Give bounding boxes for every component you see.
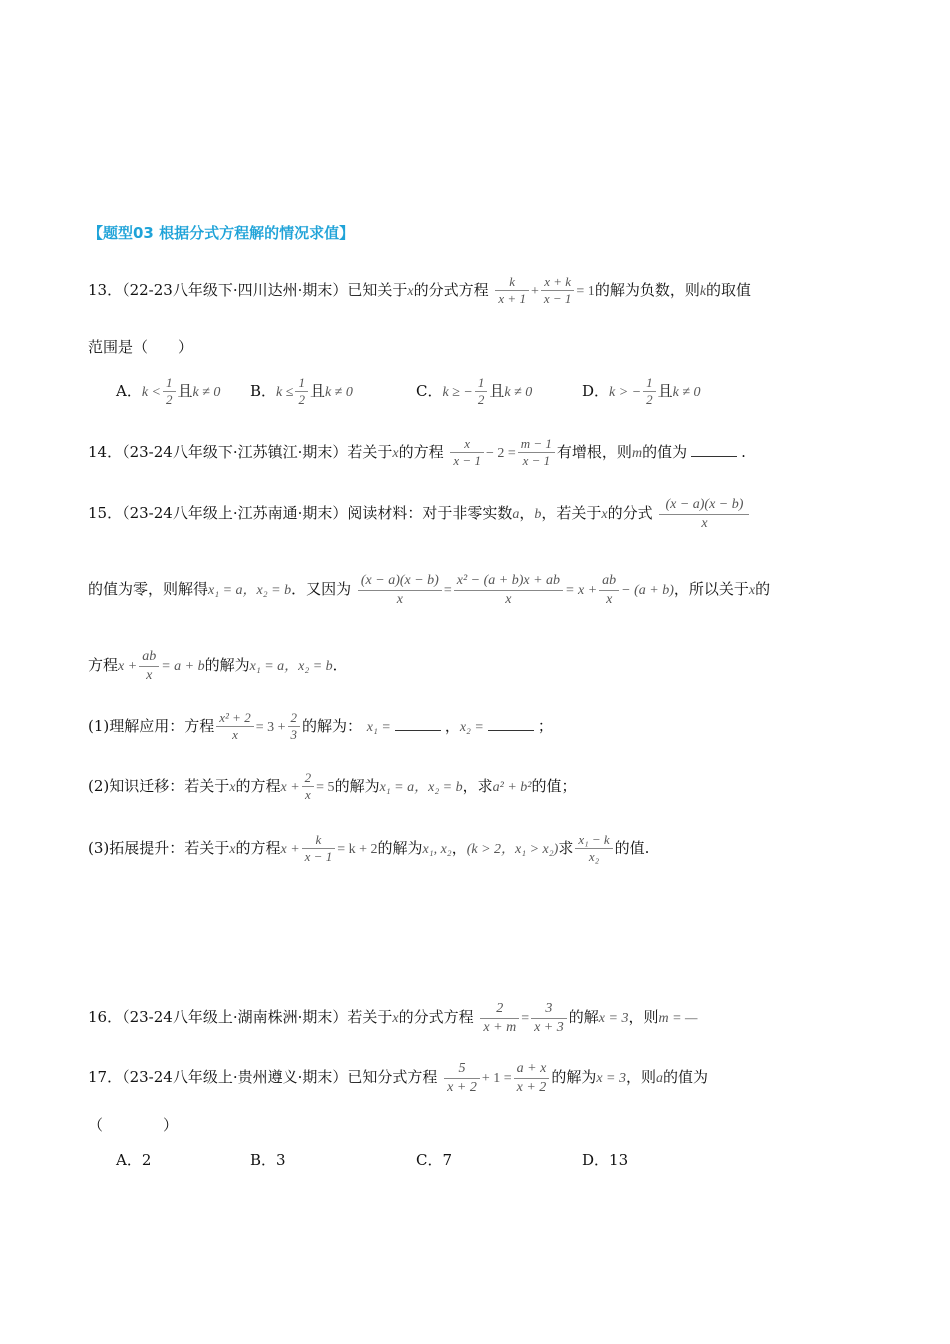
question-text: 的方程: [398, 442, 444, 461]
fraction-denominator: 2: [298, 392, 305, 408]
option-conj: 且: [177, 381, 193, 400]
math-expr: x = 3: [596, 1071, 626, 1086]
fraction: [541, 274, 575, 308]
fraction-denominator: x₂: [588, 849, 600, 865]
question-text: 方程: [88, 656, 119, 674]
fraction-numerator: a + x: [514, 1060, 550, 1079]
question-number: 14．: [88, 442, 123, 461]
option-label: D．: [582, 1151, 610, 1169]
fraction-denominator: x + 2: [516, 1079, 547, 1095]
fraction-numerator: ab: [599, 572, 619, 591]
question-text: 求: [558, 838, 574, 857]
question-text: ，则: [628, 1008, 659, 1026]
math-op: = 1: [576, 283, 595, 299]
question-source: （23-24八年级下·江苏镇江·期末）: [122, 442, 348, 461]
question-text: 若关于: [347, 442, 393, 461]
math-expr: x₁ = a，x₂ = b: [208, 583, 292, 598]
math-var: b: [534, 507, 542, 522]
math-expr: a² + b²: [492, 779, 532, 795]
question-text: ；: [537, 716, 553, 735]
option-math: k > −: [609, 384, 642, 400]
question-text: ，求: [462, 776, 493, 795]
question-15-line-2: [88, 572, 770, 608]
fraction-numerator: 1: [475, 375, 488, 392]
option-conj: 且: [489, 381, 505, 400]
question-text: 的解为: [204, 656, 250, 674]
question-15-line-3: [88, 648, 348, 684]
fraction-denominator: x − 1: [522, 453, 551, 469]
question-text: 的分式方程: [413, 280, 489, 299]
fraction-denominator: 2: [166, 392, 173, 408]
fraction-denominator: x + 3: [534, 1019, 564, 1035]
fraction-numerator: x: [450, 436, 484, 453]
fraction: [454, 572, 563, 608]
math-expr: x₁, x₂: [422, 841, 452, 857]
question-source: （23-24八年级上·江苏南通·期末）: [122, 504, 348, 522]
option-cond: k ≠ 0: [324, 384, 353, 400]
question-13-line-1: [88, 274, 751, 308]
fraction-denominator: x + 1: [498, 291, 526, 307]
question-text: 的解为: [551, 1068, 597, 1086]
fraction-denominator: 2: [477, 392, 485, 408]
fraction-denominator: x + m: [483, 1019, 517, 1035]
fraction: [599, 572, 619, 608]
question-text: 的解为负数，则: [594, 280, 700, 299]
question-text: 的分式: [607, 504, 653, 522]
question-text: 的方程: [235, 776, 281, 795]
question-text: ．: [332, 656, 348, 674]
fraction-denominator: x: [146, 667, 153, 683]
question-text: 的: [755, 580, 771, 598]
question-number: 17．: [88, 1068, 123, 1086]
fraction-denominator: x: [232, 727, 238, 743]
option-label: C．: [416, 1151, 443, 1169]
fraction-numerator: x₁ − k: [575, 832, 612, 849]
fraction-denominator: x: [305, 787, 311, 803]
math-expr: x +: [280, 841, 300, 857]
answer-blank-x1[interactable]: [395, 716, 441, 731]
fraction: [295, 375, 308, 409]
math-var: x: [601, 507, 608, 522]
fraction-numerator: (x − a)(x − b): [659, 496, 749, 515]
question-16: [88, 1000, 697, 1036]
option-cond: k ≠ 0: [192, 384, 221, 400]
math-var: x: [748, 583, 756, 598]
option-label: A．: [116, 1151, 142, 1169]
fraction: [514, 1060, 550, 1096]
math-op: + 1 =: [481, 1071, 512, 1086]
part-label: (1)理解应用：方程: [88, 716, 215, 735]
question-source: （23-24八年级上·湖南株洲·期末）: [122, 1008, 348, 1026]
question-text: ．又因为: [291, 580, 352, 598]
question-text: ，则: [626, 1068, 657, 1086]
question-text: 的解为: [334, 776, 380, 795]
question-text: 已知分式方程: [347, 1068, 438, 1086]
fraction-numerator: 1: [163, 375, 176, 392]
question-text: 若关于: [347, 1008, 393, 1026]
fraction-denominator: x + 2: [447, 1079, 477, 1095]
fraction: [575, 832, 612, 866]
option-conj: 且: [657, 381, 673, 400]
option-math: k ≥ −: [442, 384, 473, 400]
fraction-numerator: 1: [643, 375, 656, 392]
math-expr: − (a + b): [621, 583, 674, 598]
fraction-numerator: k: [302, 832, 336, 849]
fraction-denominator: x: [396, 591, 403, 607]
question-text: ，: [519, 504, 535, 522]
fraction: [659, 496, 749, 532]
question-text: 的分式方程: [398, 1008, 474, 1026]
math-op: = x +: [565, 583, 598, 598]
question-17-line-2: （ ）: [88, 1116, 179, 1134]
fraction: [444, 1060, 480, 1096]
question-text: 已知关于: [347, 280, 408, 299]
math-expr: = a + b: [161, 659, 205, 674]
option-math: k ≤: [276, 384, 294, 400]
question-13-line-2: 范围是（ ）: [88, 338, 194, 356]
question-text: 的值为: [663, 1068, 709, 1086]
option-label: A．: [116, 381, 142, 400]
question-text: 有增根，则: [556, 442, 632, 461]
math-expr: = k + 2: [337, 841, 378, 857]
math-var: k: [699, 283, 707, 299]
math-var: x: [407, 283, 414, 299]
fraction: [531, 1000, 567, 1036]
fraction-numerator: x² + 2: [216, 710, 253, 727]
fraction: [643, 375, 656, 409]
fraction-numerator: k: [495, 274, 529, 291]
question-17-line-1: [88, 1060, 708, 1096]
fraction-denominator: x: [505, 591, 512, 607]
question-text: 的方程: [235, 838, 281, 857]
fraction-denominator: x: [606, 591, 613, 607]
part-label: (2)知识迁移：若关于: [88, 776, 230, 795]
math-var: x: [392, 445, 399, 461]
question-text: 的值.: [614, 838, 650, 857]
math-var: x: [229, 841, 236, 857]
fraction-numerator: 2: [302, 770, 315, 787]
option-b[interactable]: [250, 375, 353, 409]
math-expr: = 5: [316, 779, 335, 795]
question-text: .: [741, 442, 746, 461]
fraction: [302, 832, 336, 866]
fraction: [475, 375, 488, 409]
option-label: B．: [250, 381, 277, 400]
fraction: [163, 375, 176, 409]
question-text: ，若关于: [541, 504, 602, 522]
question-14: [88, 436, 746, 470]
question-15-line-1: [88, 496, 751, 532]
question-text: 的取值: [706, 280, 752, 299]
fraction-numerator: 2: [480, 1000, 519, 1019]
question-text: 的值为零，则解得: [88, 580, 209, 598]
option-d[interactable]: [582, 1153, 628, 1168]
option-label: D．: [582, 381, 610, 400]
fraction: [139, 648, 159, 684]
math-op: =: [443, 583, 452, 598]
math-expr: x₂ =: [459, 719, 484, 735]
math-var: m: [631, 445, 643, 461]
fraction-denominator: x − 1: [453, 453, 481, 469]
math-op: =: [521, 1011, 530, 1026]
question-text: 的解为: [377, 838, 423, 857]
math-expr: x₁ = a，x₂ = b: [249, 659, 333, 674]
fraction-denominator: 3: [290, 727, 297, 743]
part-label: (3)拓展提升：若关于: [88, 838, 230, 857]
math-expr: (k > 2，x₁ > x₂): [466, 841, 559, 857]
option-c[interactable]: [416, 1153, 452, 1168]
fraction-numerator: x² − (a + b)x + ab: [454, 572, 563, 591]
math-var: x: [392, 1011, 399, 1026]
math-op: +: [530, 283, 539, 299]
fraction: [302, 770, 315, 804]
question-number: 13．: [88, 280, 123, 299]
question-text: 的值；: [531, 776, 577, 795]
question-text: 的值为: [642, 442, 688, 461]
question-number: 15．: [88, 504, 123, 522]
option-a[interactable]: [116, 1153, 151, 1168]
math-var: a: [512, 507, 520, 522]
fraction-denominator: x − 1: [543, 291, 572, 307]
question-source: （22-23八年级下·四川达州·期末）: [122, 280, 348, 299]
question-text: 的解为：: [302, 716, 363, 735]
math-expr: x₁ =: [366, 719, 391, 735]
question-text: ，: [444, 716, 460, 735]
fraction-numerator: 2: [288, 710, 301, 727]
math-expr: m = —: [658, 1011, 698, 1026]
fraction-denominator: x: [701, 515, 708, 531]
fraction: [216, 710, 253, 744]
math-expr: x = 3: [598, 1011, 629, 1026]
option-d[interactable]: [582, 375, 701, 409]
fraction-denominator: 2: [646, 392, 653, 408]
option-b[interactable]: [250, 1153, 286, 1168]
fraction-denominator: x − 1: [304, 849, 333, 865]
option-a[interactable]: [116, 375, 220, 409]
fraction-numerator: 3: [531, 1000, 567, 1019]
option-value: 2: [141, 1151, 152, 1169]
math-var: x: [229, 779, 236, 795]
math-expr: x +: [280, 779, 300, 795]
option-conj: 且: [309, 381, 325, 400]
math-var: a: [656, 1071, 664, 1086]
question-source: （23-24八年级上·贵州遵义·期末）: [122, 1068, 348, 1086]
question-15-part-2: [88, 770, 577, 804]
fraction: [495, 274, 529, 308]
fraction-numerator: x + k: [541, 274, 575, 291]
option-math: k <: [141, 384, 162, 400]
option-cond: k ≠ 0: [504, 384, 533, 400]
question-text: ，所以关于: [673, 580, 749, 598]
fraction-numerator: ab: [139, 648, 159, 667]
option-c[interactable]: [416, 375, 532, 409]
question-text: ，: [451, 838, 467, 857]
option-value: 3: [276, 1151, 286, 1169]
question-number: 16．: [88, 1008, 123, 1026]
option-label: B．: [250, 1151, 277, 1169]
question-15-part-1: [88, 710, 553, 744]
fraction: [358, 572, 442, 608]
question-text: 的解: [568, 1008, 599, 1026]
fraction-numerator: 1: [295, 375, 308, 392]
math-expr: = 3 +: [255, 719, 286, 735]
question-text: 阅读材料：对于非零实数: [347, 504, 513, 522]
fraction: [450, 436, 484, 470]
section-title: 【题型03 根据分式方程解的情况求值】: [88, 224, 355, 242]
answer-blank-x2[interactable]: [488, 716, 534, 731]
fraction-numerator: m − 1: [518, 436, 555, 453]
option-value: 7: [442, 1151, 453, 1169]
math-expr: x +: [118, 659, 138, 674]
answer-blank[interactable]: [691, 442, 737, 457]
fraction: [518, 436, 555, 470]
option-cond: k ≠ 0: [672, 384, 701, 400]
math-expr: x₁ = a，x₂ = b: [379, 779, 463, 795]
option-value: 13: [609, 1151, 629, 1169]
question-15-part-3: [88, 832, 649, 866]
fraction: [288, 710, 301, 744]
option-label: C．: [416, 381, 443, 400]
fraction-numerator: (x − a)(x − b): [358, 572, 442, 591]
fraction: [480, 1000, 519, 1036]
math-op: − 2 =: [485, 445, 516, 461]
fraction-numerator: 5: [444, 1060, 480, 1079]
